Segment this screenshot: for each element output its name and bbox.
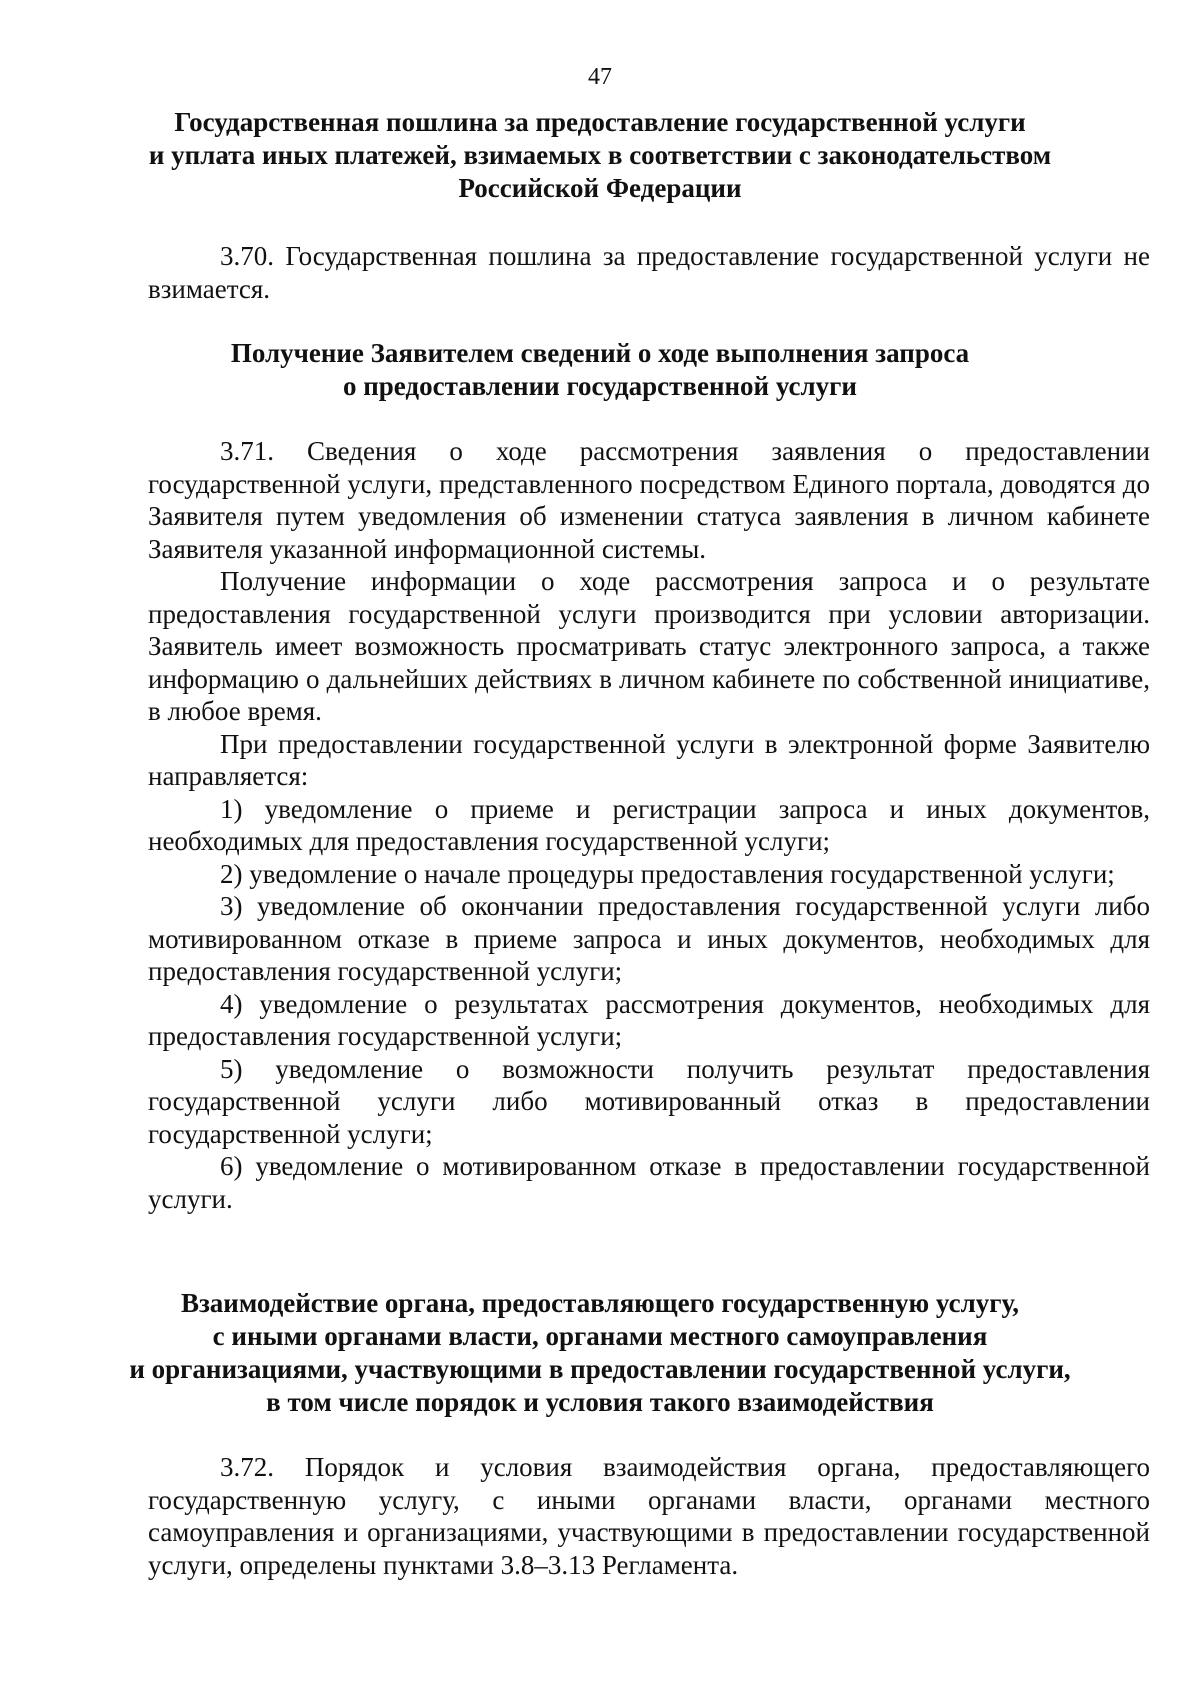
- paragraph-3-72: 3.72. Порядок и условия взаимодействия органа, предоставляющего государственную услугу, с иными органами власти, органами местного самоуправления и организациями, участвующими в предоставлении государственной услуги, определены пунктами 3.8–3.13 Регламента.: [148, 1452, 1150, 1580]
- heading-line: Российской Федерации: [458, 173, 742, 203]
- heading-line: и уплата иных платежей, взимаемых в соответствии с законодательством: [148, 140, 1052, 170]
- heading-line: с иными органами власти, органами местного самоуправления: [212, 1321, 988, 1351]
- heading-line: Получение Заявителем сведений о ходе выполнения запроса: [230, 338, 970, 368]
- list-item-5: 5) уведомление о возможности получить результат предоставления государственной услуги либо мотивированный отказ в предоставлении государственной услуги;: [148, 1053, 1150, 1149]
- heading-line: Взаимодействие органа, предоставляющего государственную услугу,: [180, 1288, 1020, 1318]
- section-body-interaction: [148, 1451, 1150, 1581]
- section-body-state-fee: [148, 240, 1150, 305]
- heading-line: Государственная пошлина за предоставление государственной услуги: [174, 107, 1026, 137]
- heading-line: о предоставлении государственной услуги: [342, 371, 857, 401]
- list-item-2: 2) уведомление о начале процедуры предоставления государственной услуги;: [220, 858, 1115, 889]
- list-item-3: 3) уведомление об окончании предоставления государственной услуги либо мотивированном отказе в приеме запроса и иных документов, необходимых для предоставления государственной услуги;: [148, 891, 1150, 986]
- page-number: 47: [588, 64, 612, 90]
- section-heading-request-status: [0, 337, 1200, 403]
- paragraph: При предоставлении государственной услуги в электронной форме Заявителю направляется:: [148, 728, 1150, 791]
- paragraph: Получение информации о ходе рассмотрения запроса и о результате предоставления государственной услуги производится при условии авторизации. Заявитель имеет возможность просматривать статус электронного запроса, а также информацию о дальнейших действиях в личном кабинете по собственной инициативе, в любое время.: [148, 566, 1150, 726]
- paragraph-3-70: 3.70. Государственная пошлина за предоставление государственной услуги не взимается.: [148, 241, 1150, 304]
- section-body-request-status: [148, 435, 1150, 1215]
- list-item-1: 1) уведомление о приеме и регистрации запроса и иных документов, необходимых для предоставления государственной услуги;: [148, 793, 1150, 856]
- paragraph-3-71: 3.71. Сведения о ходе рассмотрения заявления о предоставлении государственной услуги, представленного посредством Единого портала, доводятся до Заявителя путем уведомления об изменении статуса заявления в личном кабинете Заявителя указанной информационной системы.: [148, 436, 1150, 564]
- heading-line: в том числе порядок и условия такого взаимодействия: [266, 1387, 934, 1417]
- list-item-4: 4) уведомление о результатах рассмотрения документов, необходимых для предоставления государственной услуги;: [148, 988, 1150, 1051]
- heading-line: и организациями, участвующими в предоставлении государственной услуги,: [129, 1354, 1071, 1384]
- section-heading-state-fee: [0, 106, 1200, 205]
- section-heading-interaction: [0, 1287, 1200, 1419]
- list-item-6: 6) уведомление о мотивированном отказе в предоставлении государственной услуги.: [148, 1151, 1150, 1214]
